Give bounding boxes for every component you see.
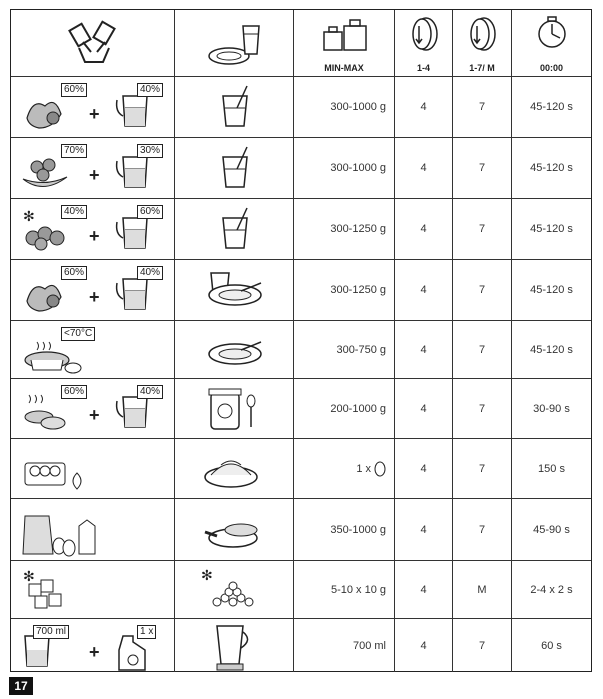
setting-cell — [452, 561, 511, 618]
amount-value: 300-750 g — [336, 343, 386, 356]
setting-cell — [452, 439, 511, 498]
time-cell — [511, 561, 591, 618]
amount-value: 200-1000 g — [330, 402, 386, 415]
ingredient-cell — [11, 77, 174, 137]
speed-cell — [394, 619, 452, 672]
table-row — [11, 76, 591, 137]
speed-cell — [394, 199, 452, 259]
speed-value: 4 — [420, 402, 427, 415]
dial-icon — [409, 16, 439, 54]
ingredient-cell — [11, 439, 174, 498]
time-value: 60 s — [541, 639, 562, 652]
amount-cell — [293, 321, 394, 378]
speed-cell — [394, 379, 452, 438]
ratio-label-a: 60% — [61, 385, 87, 399]
plate-and-glass-icon — [207, 20, 263, 66]
result-cell — [174, 499, 293, 560]
ingredient-cell — [11, 499, 174, 560]
result-cell — [174, 77, 293, 137]
time-cell — [511, 77, 591, 137]
pancake-batter-icon — [207, 508, 267, 554]
time-cell — [511, 499, 591, 560]
time-value: 30-90 s — [533, 402, 570, 415]
snowflake-icon: ✻ — [201, 567, 213, 583]
ingredients-into-jar-icon — [69, 18, 119, 64]
time-cell — [511, 321, 591, 378]
table-row — [11, 560, 591, 618]
result-cell — [174, 260, 293, 320]
time-cell — [511, 439, 591, 498]
ingredient-cell — [11, 260, 174, 320]
header-weight-cell — [293, 10, 394, 76]
speed-value: 4 — [420, 583, 427, 596]
setting-value: M — [477, 583, 487, 596]
amount-cell — [293, 260, 394, 320]
crushed-ice-icon — [207, 568, 267, 614]
table-row — [11, 198, 591, 259]
mayonnaise-icon — [207, 447, 267, 493]
time-value: 45-90 s — [533, 523, 570, 536]
setting-value: 7 — [478, 101, 486, 113]
setting-value: 7 — [478, 462, 486, 475]
plus-sign: + — [89, 164, 100, 185]
baby-food-jar-icon — [207, 387, 267, 433]
time-value: 45-120 s — [530, 223, 573, 235]
dial-icon — [467, 16, 497, 54]
speed-value: 4 — [420, 284, 427, 296]
result-cell — [174, 561, 293, 618]
time-value: 45-120 s — [530, 101, 573, 113]
amount-value: 350-1000 g — [330, 523, 386, 536]
setting-cell — [452, 77, 511, 137]
setting-cell — [452, 138, 511, 198]
time-cell — [511, 379, 591, 438]
snowflake-icon: ✻ — [23, 207, 35, 224]
speed-cell — [394, 499, 452, 560]
ratio-label-b: 40% — [137, 266, 163, 280]
ingredient-cell — [11, 561, 174, 618]
ingredient-cell — [11, 138, 174, 198]
ingredient-cell — [11, 379, 174, 438]
speed-cell — [394, 561, 452, 618]
time-cell — [511, 199, 591, 259]
ingredient-cell — [11, 199, 174, 259]
amount-value: 300-1000 g — [330, 162, 386, 174]
setting-label: 1-7/ M — [469, 63, 495, 73]
ratio-label-b: 40% — [137, 385, 163, 399]
ratio-label-a: <70°C — [61, 327, 95, 341]
setting-value: 7 — [478, 284, 486, 296]
smoothie-glass-icon — [217, 208, 277, 254]
egg-icon — [374, 461, 386, 477]
speed-value: 4 — [420, 462, 427, 475]
setting-value: 7 — [478, 523, 486, 536]
stopwatch-icon — [536, 16, 568, 50]
speed-label: 1-4 — [416, 63, 430, 73]
setting-value: 7 — [478, 402, 486, 415]
plus-sign: + — [89, 286, 100, 307]
time-cell — [511, 619, 591, 672]
speed-cell — [394, 321, 452, 378]
result-cell — [174, 199, 293, 259]
ratio-label-b: 40% — [137, 83, 163, 97]
time-value: 2-4 x 2 s — [530, 583, 573, 596]
table-row — [11, 378, 591, 438]
ratio-label-b: 30% — [137, 144, 163, 158]
header-setting-cell — [452, 10, 511, 76]
time-value: 45-120 s — [530, 343, 573, 356]
setting-cell — [452, 199, 511, 259]
speed-value: 4 — [420, 639, 427, 652]
header-ingredients-cell — [11, 10, 174, 76]
table-row — [11, 259, 591, 320]
speed-value: 4 — [420, 523, 427, 536]
amount-cell — [293, 138, 394, 198]
amount-cell — [293, 619, 394, 672]
cleaning-jar-icon — [207, 624, 267, 670]
setting-cell — [452, 260, 511, 320]
table-row — [11, 498, 591, 560]
amount-cell — [293, 499, 394, 560]
time-value: 45-120 s — [530, 284, 573, 296]
speed-cell — [394, 260, 452, 320]
amount-cell — [293, 379, 394, 438]
flour-eggs-milk-icon — [23, 510, 99, 556]
page-number: 17 — [9, 677, 33, 695]
ratio-label-a: 40% — [61, 205, 87, 219]
speed-value: 4 — [420, 343, 427, 356]
time-cell — [511, 260, 591, 320]
soup-plate-and-glass-icon — [207, 269, 267, 315]
result-cell — [174, 138, 293, 198]
amount-cell — [293, 77, 394, 137]
ratio-label-a: 60% — [61, 83, 87, 97]
setting-value: 7 — [478, 223, 486, 235]
ratio-label-a: 70% — [61, 144, 87, 158]
setting-cell — [452, 379, 511, 438]
time-label: 00:00 — [539, 63, 564, 73]
ratio-label-b: 1 x — [137, 625, 156, 639]
plus-sign: + — [89, 103, 100, 124]
speed-cell — [394, 138, 452, 198]
time-value: 45-120 s — [530, 162, 573, 174]
snowflake-icon: ✻ — [23, 568, 35, 584]
result-cell — [174, 619, 293, 672]
result-cell — [174, 439, 293, 498]
eggs-and-oil-icon — [23, 449, 99, 495]
table-row — [11, 320, 591, 378]
amount-value: 700 ml — [352, 639, 386, 652]
amount-value: 300-1250 g — [330, 223, 386, 235]
smoothie-glass-icon — [217, 147, 277, 193]
speed-value: 4 — [420, 101, 427, 113]
ratio-label-a: 700 ml — [33, 625, 69, 639]
amount-cell — [293, 561, 394, 618]
table-row — [11, 618, 591, 672]
weight-icon — [322, 18, 368, 54]
setting-value: 7 — [478, 343, 486, 356]
speed-value: 4 — [420, 162, 427, 174]
plus-sign: + — [89, 405, 100, 425]
table-row — [11, 438, 591, 498]
plus-sign: + — [89, 225, 100, 246]
setting-value: 7 — [478, 162, 486, 174]
recipe-table — [10, 9, 592, 672]
setting-cell — [452, 619, 511, 672]
plus-sign: + — [89, 642, 100, 662]
speed-cell — [394, 77, 452, 137]
speed-cell — [394, 439, 452, 498]
result-cell — [174, 321, 293, 378]
soup-plate-icon — [207, 328, 267, 374]
ingredient-cell — [11, 321, 174, 378]
time-value: 150 s — [538, 462, 565, 475]
speed-value: 4 — [420, 223, 427, 235]
amount-cell — [293, 199, 394, 259]
ratio-label-a: 60% — [61, 266, 87, 280]
setting-cell — [452, 321, 511, 378]
setting-value: 7 — [478, 639, 486, 652]
smoothie-glass-icon — [217, 86, 277, 132]
header-speed-cell — [394, 10, 452, 76]
time-cell — [511, 138, 591, 198]
header-result-cell — [174, 10, 293, 76]
amount-value: 300-1000 g — [330, 101, 386, 113]
amount-value: 5-10 x 10 g — [330, 583, 386, 596]
weight-label: MIN-MAX — [324, 63, 364, 73]
table-row — [11, 137, 591, 198]
amount-value: 300-1250 g — [330, 284, 386, 296]
amount-value: 1 x — [356, 462, 371, 475]
header-time-cell — [511, 10, 591, 76]
ingredient-cell — [11, 619, 174, 672]
ratio-label-b: 60% — [137, 205, 163, 219]
result-cell — [174, 379, 293, 438]
header-row — [11, 10, 591, 76]
setting-cell — [452, 499, 511, 560]
amount-cell — [293, 439, 394, 498]
